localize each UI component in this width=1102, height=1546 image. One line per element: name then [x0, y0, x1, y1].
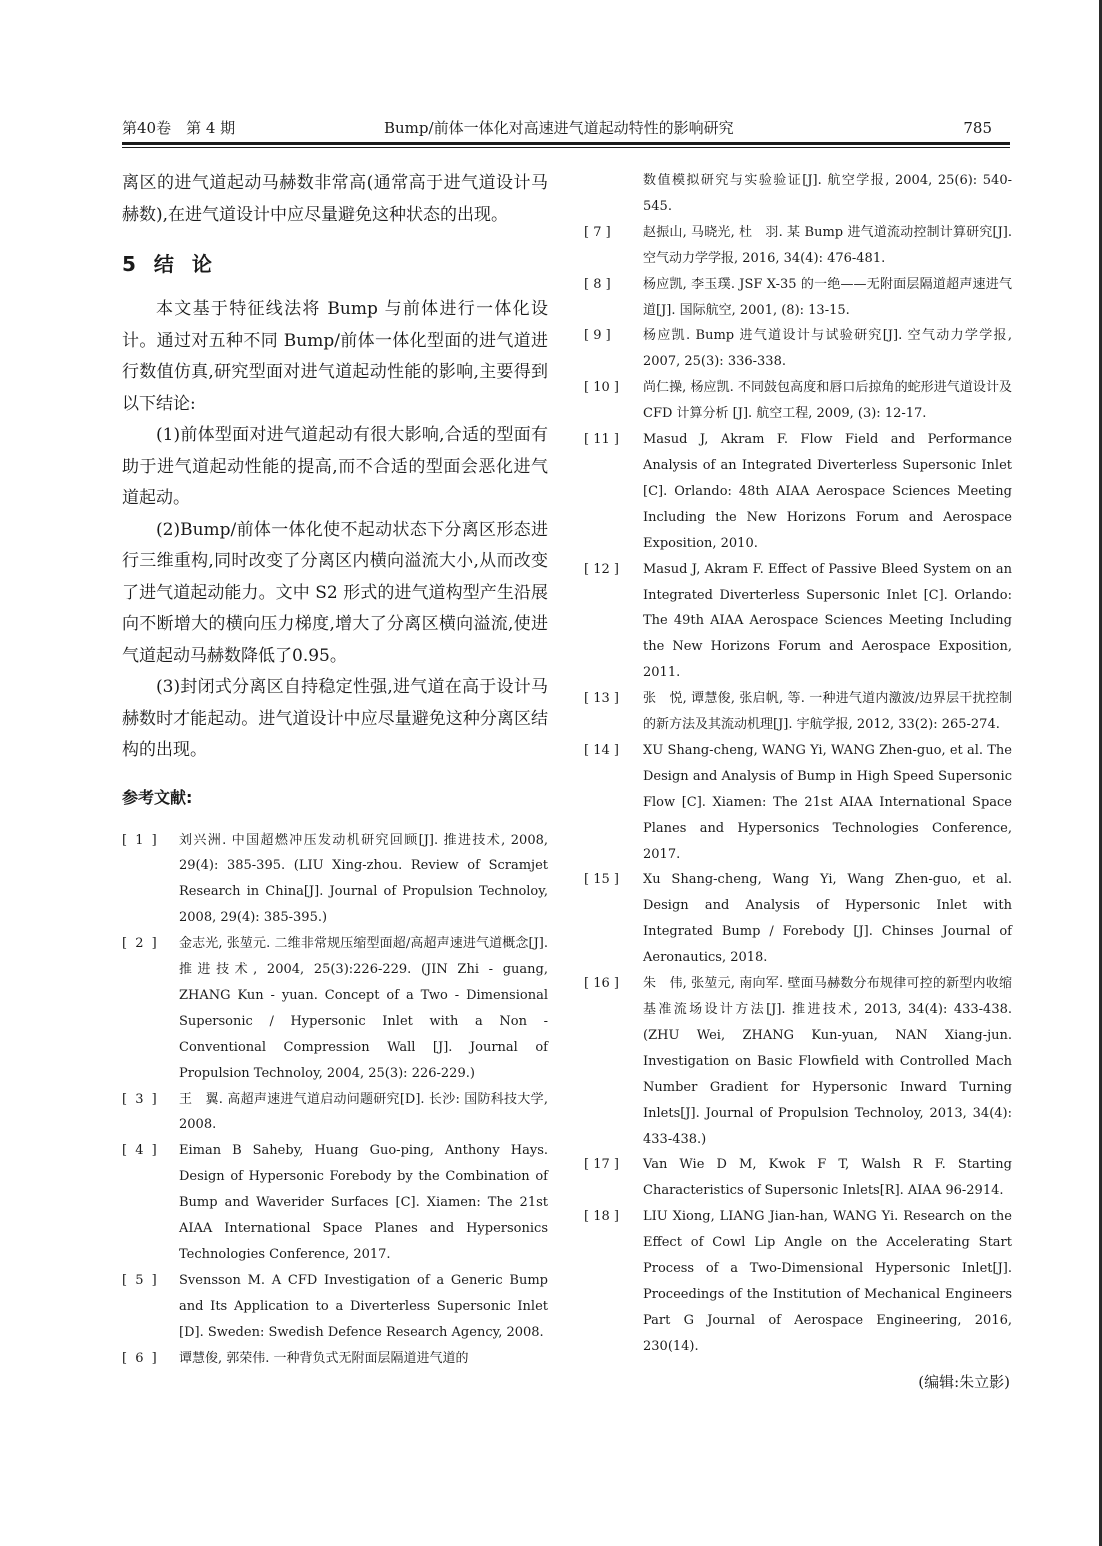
header-rule-thin: [122, 147, 1010, 148]
journal-volume: 第40卷 第 4 期: [122, 119, 236, 137]
reference-number: [ 6 ]: [122, 1350, 159, 1366]
reference-item: [122, 828, 548, 932]
running-title: Bump/前体一体化对高速进气道起动特性的影响研究: [384, 119, 734, 137]
paragraph: 本文基于特征线法将 Bump 与前体进行一体化设计。通过对五种不同 Bump/前体一体化型面的进气道进行数值仿真,研究型面对进气道起动性能的影响,主要得到以下结论:: [122, 299, 548, 414]
reference-continuation: [584, 168, 1012, 220]
reference-number: [ 15 ]: [584, 872, 619, 888]
reference-item: [584, 557, 1012, 687]
reference-text: 谭慧俊, 郭荣伟. 一种背负式无附面层隔道进气道的: [179, 1350, 469, 1366]
reference-number: [ 11 ]: [584, 432, 619, 448]
conclusion-text: [122, 294, 548, 767]
reference-list-right: [584, 220, 1012, 1360]
reference-text: 刘兴洲. 中国超燃冲压发动机研究回顾[J]. 推进技术, 2008, 29(4): 385-395. (LIU Xing-zhou. Review of Scramjet Research in China[J]. Journal of Propulsion Technoloy, 2008, 29(4): 385-395.): [179, 832, 548, 926]
reference-item: [584, 323, 1012, 375]
reference-text: Svensson M. A CFD Investigation of a Generic Bump and Its Application to a Diverterless Supersonic Inlet [D]. Sweden: Swedish Defence Research Agency, 2008.: [179, 1272, 548, 1340]
reference-number: [ 14 ]: [584, 742, 619, 758]
body-text: [122, 168, 548, 231]
editor-note: (编辑:朱立影): [918, 1372, 1010, 1391]
paragraph: 离区的进气道起动马赫数非常高(通常高于进气道设计马赫数),在进气道设计中应尽量避免这种状态的出现。: [122, 173, 548, 225]
reference-number: [ 3 ]: [122, 1091, 159, 1107]
reference-text: 数值模拟研究与实验验证[J]. 航空学报, 2004, 25(6): 540-545.: [643, 173, 1012, 214]
section-title-part: 结: [153, 252, 174, 276]
reference-text: 王 翼. 高超声速进气道启动问题研究[D]. 长沙: 国防科技大学, 2008.: [179, 1091, 548, 1133]
section-title-part: 论: [191, 252, 212, 276]
header-rule: [122, 142, 1010, 145]
reference-item: [122, 1346, 548, 1372]
reference-item: [584, 1152, 1012, 1204]
paragraph: (3)封闭式分离区自持稳定性强,进气道在高于设计马赫数时才能起动。进气道设计中应尽量避免这种分离区结构的出现。: [122, 677, 548, 760]
reference-number: [ 17 ]: [584, 1157, 619, 1173]
reference-text: Xu Shang-cheng, Wang Yi, Wang Zhen-guo, et al. Design and Analysis of Hypersonic Inlet with Integrated Bump / Forebody [J]. Chinses Journal of Aeronautics, 2018.: [643, 872, 1012, 966]
reference-text: 杨应凯, 李玉璞. JSF X-35 的一绝——无附面层隔道超声速进气道[J]. 国际航空, 2001, (8): 13-15.: [643, 276, 1012, 318]
reference-item: [584, 375, 1012, 427]
reference-text: LIU Xiong, LIANG Jian-han, WANG Yi. Research on the Effect of Cowl Lip Angle on the Accelerating Start Process of a Two-Dimensional Hypersonic Inlet[J]. Proceedings of the Institution of Mechanical Engineers Part G Journal of Aerospace Engineering, 2016, 230(14).: [643, 1209, 1012, 1354]
reference-text: 尚仁操, 杨应凯. 不同鼓包高度和唇口后掠角的蛇形进气道设计及 CFD 计算分析 [J]. 航空工程, 2009, (3): 12-17.: [643, 380, 1012, 422]
reference-number: [ 13 ]: [584, 691, 619, 707]
reference-text: Eiman B Saheby, Huang Guo-ping, Anthony Hays. Design of Hypersonic Forebody by the Combination of Bump and Waverider Surfaces [C]. Xiamen: The 21st AIAA International Space Planes and Hypersonics Technologies Conference, 2017.: [179, 1143, 548, 1262]
running-header: [122, 117, 1010, 139]
reference-number: [ 12 ]: [584, 561, 619, 577]
reference-text: 朱 伟, 张堃元, 南向军. 壁面马赫数分布规律可控的新型内收缩基准流场设计方法[J]. 推进技术, 2013, 34(4): 433-438. (ZHU Wei, ZHANG Kun-yuan, NAN Xiang-jun. Investigation on Basic Flowfield with Controlled Mach Number Gradient for Hypersonic Inward Turning Inlets[J]. Journal of Propulsion Technoloy, 2013, 34(4): 433-438.): [643, 976, 1012, 1147]
reference-text: 张 悦, 谭慧俊, 张启帆, 等. 一种进气道内激波/边界层干扰控制的新方法及其流动机理[J]. 宇航学报, 2012, 33(2): 265-274.: [643, 691, 1012, 733]
reference-number: [ 4 ]: [122, 1143, 159, 1159]
reference-number: [ 9 ]: [584, 328, 611, 344]
reference-text: 金志光, 张堃元. 二维非常规压缩型面超/高超声速进气道概念[J]. 推进技术, 2004, 25(3):226-229. (JIN Zhi - guang, ZHANG Kun - yuan. Concept of a Two - Dimensional Supersonic / Hypersonic Inlet with a Non - Conventional Compression Wall [J]. Journal of Propulsion Technoloy, 2004, 25(3): 226-229.): [179, 936, 548, 1081]
reference-item: [584, 867, 1012, 971]
reference-number: [ 8 ]: [584, 276, 611, 292]
reference-text: 杨应凯. Bump 进气道设计与试验研究[J]. 空气动力学学报, 2007, 25(3): 336-338.: [643, 328, 1012, 370]
reference-text: XU Shang-cheng, WANG Yi, WANG Zhen-guo, et al. The Design and Analysis of Bump in High Speed Supersonic Flow [C]. Xiamen: The 21st AIAA International Space Planes and Hypersonics Technologies Conference, 2017.: [643, 742, 1012, 862]
right-column: [584, 168, 1012, 1394]
reference-list-left: [122, 828, 548, 1372]
reference-number: [ 16 ]: [584, 976, 619, 992]
reference-number: [ 10 ]: [584, 380, 619, 396]
reference-number: [ 7 ]: [584, 224, 611, 240]
left-column: [122, 168, 548, 1372]
paragraph: (2)Bump/前体一体化使不起动状态下分离区形态进行三维重构,同时改变了分离区内横向溢流大小,从而改变了进气道起动能力。文中 S2 形式的进气道构型产生沿展向不断增大的横向压力梯度,增大了分离区横向溢流,使进气道起动马赫数降低了0.95。: [122, 519, 548, 666]
reference-number: [ 1 ]: [122, 832, 159, 848]
reference-item: [122, 1138, 548, 1268]
reference-text: 赵振山, 马晓光, 杜 羽. 某 Bump 进气道流动控制计算研究[J]. 空气动力学学报, 2016, 34(4): 476-481.: [643, 224, 1012, 266]
reference-text: Masud J, Akram F. Flow Field and Performance Analysis of an Integrated Diverterless Supersonic Inlet [C]. Orlando: 48th AIAA Aerospace Sciences Meeting Including the New Horizons Forum and Aerospace Exposition, 2010.: [643, 432, 1012, 551]
page-number: 785: [963, 119, 992, 137]
reference-number: [ 2 ]: [122, 936, 159, 952]
section-number: 5: [122, 252, 136, 276]
reference-item: [584, 971, 1012, 1152]
reference-item: [584, 1204, 1012, 1359]
reference-item: [584, 272, 1012, 324]
reference-item: [584, 738, 1012, 868]
reference-item: [122, 931, 548, 1086]
reference-item: [584, 427, 1012, 557]
reference-item: [584, 220, 1012, 272]
section-heading: [122, 248, 548, 277]
reference-text: Van Wie D M, Kwok F T, Walsh R F. Starting Characteristics of Supersonic Inlets[R]. AIAA 96-2914.: [643, 1157, 1012, 1199]
reference-item: [122, 1087, 548, 1139]
references-heading: 参考文献:: [122, 787, 193, 807]
paragraph: (1)前体型面对进气道起动有很大影响,合适的型面有助于进气道起动性能的提高,而不合适的型面会恶化进气道起动。: [122, 425, 548, 508]
reference-number: [ 18 ]: [584, 1209, 619, 1225]
reference-item: [122, 1268, 548, 1346]
reference-text: Masud J, Akram F. Effect of Passive Bleed System on an Integrated Diverterless Supersonic Inlet [C]. Orlando: The 49th AIAA Aerospace Sciences Meeting Including the New Horizons Forum and Aerospace Exposition, 2011.: [643, 561, 1012, 681]
reference-item: [584, 686, 1012, 738]
reference-number: [ 5 ]: [122, 1272, 159, 1288]
